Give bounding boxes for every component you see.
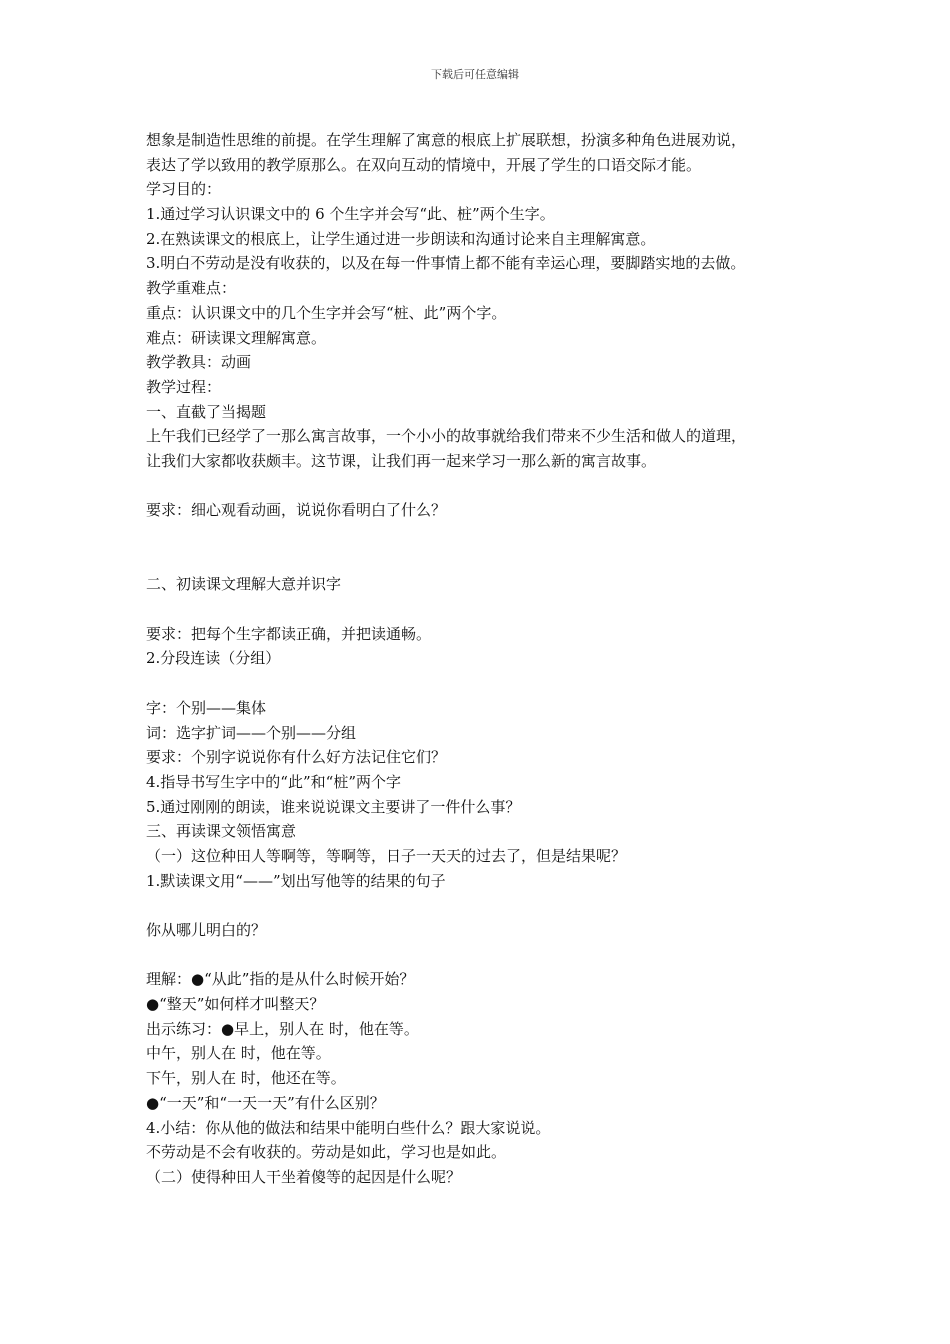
text-line: 要求：把每个生字都读正确，并把读通畅。 (146, 624, 432, 643)
text-line: （一）这位种田人等啊等，等啊等，日子一天天的过去了，但是结果呢？ (146, 846, 627, 865)
blank-line (146, 474, 826, 499)
text-line: 难点：研读课文理解寓意。 (146, 328, 327, 347)
text-line: 中午，别人在 时，他在等。 (146, 1044, 331, 1063)
text-line: 4.指导书写生字中的“此”和“桩”两个字 (146, 772, 401, 791)
text-line: 要求：细心观看动画，说说你看明白了什么？ (146, 501, 447, 520)
text-line: 教学过程： (146, 377, 222, 396)
section-heading: 一、直截了当揭题 (146, 402, 267, 421)
blank-line (146, 671, 826, 696)
text-line: 表达了学以致用的教学原那么。在双向互动的情境中，开展了学生的口语交际才能。 (146, 155, 702, 174)
text-line: 重点：认识课文中的几个生字并会写“桩、此”两个字。 (146, 303, 507, 322)
text-line: 要求：个别字说说你有什么好方法记住它们？ (146, 748, 447, 767)
text-line: 理解：●“从此”指的是从什么时候开始？ (146, 970, 415, 989)
text-line: 1.通过学习认识课文中的 6 个生字并会写“此、桩”两个生字。 (146, 205, 555, 224)
text-line: 你从哪儿明白的？ (146, 921, 267, 940)
text-line: ●“整天”如何样才叫整天？ (146, 995, 325, 1014)
text-line: ●“一天”和“一天一天”有什么区别？ (146, 1093, 385, 1112)
blank-line (146, 597, 826, 622)
text-line: （二）使得种田人干坐着傻等的起因是什么呢？ (146, 1167, 462, 1186)
page-header-note: 下载后可任意编辑 (431, 68, 519, 81)
blank-line (146, 893, 826, 918)
text-line: 下午，别人在 时，他还在等。 (146, 1069, 346, 1088)
document-body (146, 128, 826, 1190)
text-line: 出示练习：●早上，别人在 时，他在等。 (146, 1019, 419, 1038)
text-line: 1.默读课文用“——”划出写他等的结果的句子 (146, 871, 446, 890)
text-line: 不劳动是不会有收获的。劳动是如此，学习也是如此。 (146, 1143, 507, 1162)
section-heading: 二、初读课文理解大意并识字 (146, 575, 342, 594)
text-line: 教学教具：动画 (146, 353, 252, 372)
blank-line (146, 523, 826, 572)
text-line: 学习目的： (146, 180, 222, 199)
text-line: 4.小结：你从他的做法和结果中能明白些什么？跟大家说说。 (146, 1118, 551, 1137)
text-line: 词：选字扩词——个别——分组 (146, 723, 357, 742)
text-line: 让我们大家都收获颇丰。这节课，让我们再一起来学习一那么新的寓言故事。 (146, 451, 657, 470)
text-line: 2.在熟读课文的根底上，让学生通过进一步朗读和沟通讨论来自主理解寓意。 (146, 229, 656, 248)
text-line: 3.明白不劳动是没有收获的，以及在每一件事情上都不能有幸运心理，要脚踏实地的去做。 (146, 254, 746, 273)
text-line: 想象是制造性思维的前提。在学生理解了寓意的根底上扩展联想，扮演多种角色进展劝说， (146, 131, 747, 149)
section-heading: 三、再读课文领悟寓意 (146, 822, 297, 841)
text-line: 字：个别——集体 (146, 698, 267, 717)
text-line: 2.分段连读（分组） (146, 649, 281, 668)
text-line: 上午我们已经学了一那么寓言故事，一个小小的故事就给我们带来不少生活和做人的道理， (146, 427, 747, 446)
text-line: 教学重难点： (146, 279, 237, 298)
blank-line (146, 943, 826, 968)
text-line: 5.通过刚刚的朗读，谁来说说课文主要讲了一件什么事？ (146, 797, 521, 816)
